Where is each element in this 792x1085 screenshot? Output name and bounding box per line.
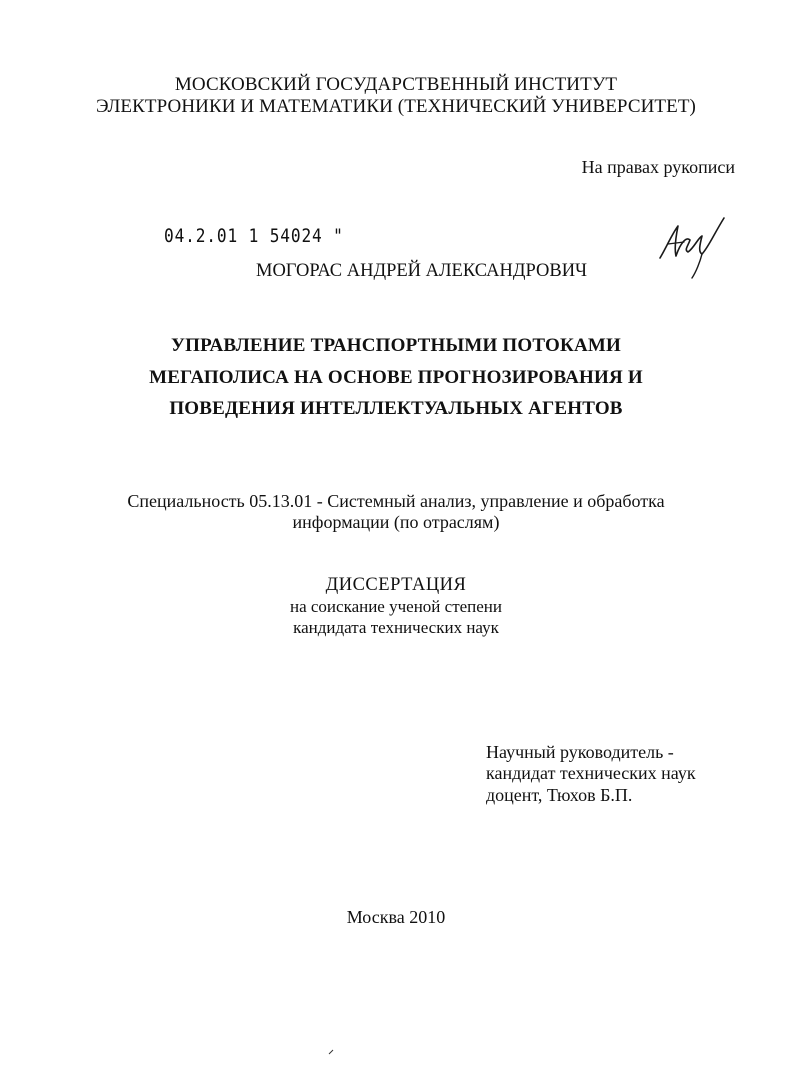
signature-icon [654, 214, 734, 280]
author-name: МОГОРАС АНДРЕЙ АЛЕКСАНДРОВИЧ [256, 261, 588, 281]
supervisor-line-1: Научный руководитель - [486, 742, 674, 762]
institution-line-2: ЭЛЕКТРОНИКИ И МАТЕМАТИКИ (ТЕХНИЧЕСКИЙ УНИВЕРСИТЕТ) [96, 96, 696, 117]
thesis-title-line-1: УПРАВЛЕНИЕ ТРАНСПОРТНЫМИ ПОТОКАМИ [171, 335, 621, 356]
thesis-title-line-3: ПОВЕДЕНИЯ ИНТЕЛЛЕКТУАЛЬНЫХ АГЕНТОВ [169, 398, 623, 419]
dissertation-heading: ДИССЕРТАЦИЯ [325, 575, 467, 595]
supervisor-line-3: доцент, Тюхов Б.П. [486, 785, 633, 805]
specialty-line-1: Специальность 05.13.01 - Системный анализ, управление и обработка [127, 491, 665, 511]
manuscript-rights-note: На правах рукописи [581, 157, 735, 177]
thesis-title-line-2: МЕГАПОЛИСА НА ОСНОВЕ ПРОГНОЗИРОВАНИЯ И [149, 367, 643, 388]
degree-line-1: на соискание ученой степени [289, 597, 503, 616]
institution-line-1: МОСКОВСКИЙ ГОСУДАРСТВЕННЫЙ ИНСТИТУТ [174, 74, 618, 95]
registry-stamp-number: 04.2.01 1 54024 " [164, 225, 344, 247]
city-year: Москва 2010 [346, 907, 446, 927]
scan-speck [328, 1049, 334, 1055]
specialty-line-2: информации (по отраслям) [292, 512, 500, 532]
supervisor-line-2: кандидат технических наук [486, 763, 696, 783]
degree-line-2: кандидата технических наук [293, 618, 499, 637]
